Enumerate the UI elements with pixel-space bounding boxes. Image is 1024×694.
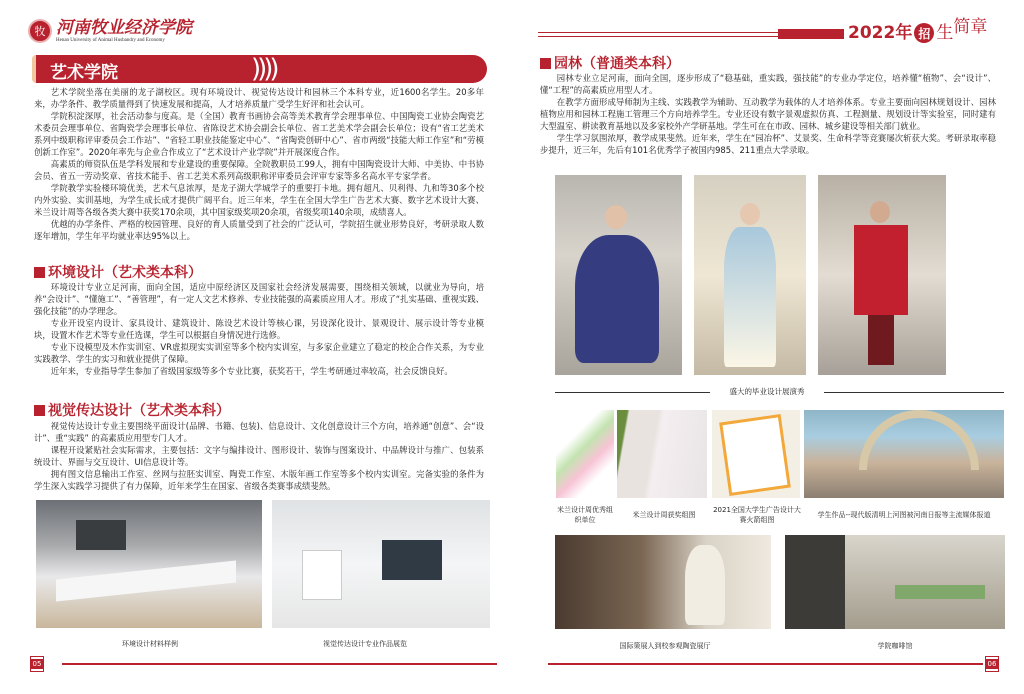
- intro-para: 学院积淀深厚，社会活动参与度高。是（全国）教育书画协会高等美术教育学会理事单位、中国陶瓷工业协会陶瓷艺术委员会理事单位、省陶瓷学会理事长单位、省陈设艺术协会副会长单位、省工艺美术学会副会长单位；设有“省工艺美术系列中级职称评审委员会工作站”、“省轻工职业技能鉴定中心”、“省陶瓷创研中心”、省市两级“技能大师工作室”和“劳模创新工作室”。2020年率先与企业合作成立了“艺术设计产业学院”并开展深度合作。: [34, 111, 484, 157]
- intro-para: 高素质的师资队伍是学科发展和专业建设的重要保障。全院教职员工99人，拥有中国陶瓷设计大师、中美协、中书协会员、省五一劳动奖章、省技术能手、省工艺美术系列高级职称评审委员会评审专家等多名高水平专家学者。: [34, 159, 484, 181]
- vis-para: 课程开设紧贴社会实际需求，主要包括：文字与编排设计、图形设计、装饰与图案设计、中品牌设计与推广、包装系统设计、界面与交互设计、UI信息设计等。: [34, 445, 484, 467]
- caption: 国际策展人到校参观陶瓷展厅: [619, 642, 711, 650]
- footer-line-left: [62, 663, 497, 665]
- page-number-left: 05: [30, 656, 44, 672]
- title-zhao-badge: 招: [914, 23, 934, 43]
- show-caption-line: [555, 392, 710, 393]
- intro-para: 学院教学实验楼环境优美，艺术气息浓厚，是龙子湖大学城学子的重要打卡地。拥有超凡、贝利得、九和等30多个校内外实验、实训基地，为学生成长成才提供广阔平台。近三年来，学生在全国大学生广告艺术大赛、数字艺术设计大赛、米兰设计周等各级各类大赛中获奖170余项，其中国家级奖项20余项，省级奖项140余项，成绩喜人。: [34, 183, 484, 217]
- env-para: 专业下设模型及木作实训室、VR虚拟现实实训室等多个校内实训室，与多家企业建立了稳定的校企合作关系，为专业实践教学、学生的实习和就业提供了保障。: [34, 342, 484, 364]
- brochure-title: [848, 18, 987, 43]
- vis-para: 拥有图文信息输出工作室、丝网与拉胚实训室、陶瓷工作室、木版年画工作室等多个校内实训室。完备实验的条件为学生深入实践学习提供了有力保障，近年来学生在国家、省级各类赛事成绩斐然。: [34, 469, 484, 491]
- award-caption: 2021全国大学生广告设计大赛火箭组图: [713, 506, 801, 524]
- chevron-decoration-icon: )))): [251, 54, 276, 84]
- award-caption: 米兰设计周优秀组织单位: [557, 506, 613, 524]
- yl-para: 在教学方面形成导师制为主线、实践教学为辅助、互动教学为载体的人才培养体系。专业主要面向园林规划设计、园林植物应用和园林工程施工管理三个方向培养学生。专业还设有数字景观虚拟仿真、工程测量、规划设计等实验室，同时建有大型温室、耕读教育基地以及多家校外产学研基地。学生可在在市政、园林、城乡建设等相关部门就业。: [540, 97, 996, 131]
- header-line: [538, 36, 806, 37]
- header-bar: [778, 29, 844, 39]
- intro-para: 艺术学院坐落在美丽的龙子湖校区。现有环境设计、视觉传达设计和园林三个本科专业，近1600名学生。20多年来，办学条件、教学质量得到了快速发展和提高，人才培养质量广受学生好评和社会认可。: [34, 87, 484, 109]
- vis-para: 视觉传达设计专业主要围绕平面设计(品牌、书籍、包装)、信息设计、文化创意设计三个方向，培养通“创意”、会“设计”、重“实践” 的高素质应用型专门人才。: [34, 421, 484, 443]
- award-photo: [556, 410, 614, 498]
- header-line: [538, 32, 806, 33]
- landscape-heading: 园林（普通类本科）: [540, 53, 680, 73]
- caption: 环境设计材料样例: [122, 640, 178, 648]
- intro-para: 优越的办学条件、严格的校园管理、良好的育人质量受到了社会的广泛认可，学院招生就业形势良好，考研录取人数逐年增加，学生年平均就业率达95%以上。: [34, 219, 484, 241]
- award-caption: 米兰设计周获奖组图: [632, 511, 696, 519]
- fashion-show-photo: [818, 175, 946, 375]
- env-para: 近年来，专业指导学生参加了省级国家级等多个专业比赛，获奖若干，学生考研通过率较高，社会反馈良好。: [50, 366, 453, 376]
- footer-line-right: [548, 663, 983, 665]
- env-design-heading: 环境设计（艺术类本科）: [34, 262, 202, 282]
- university-logo: [28, 18, 192, 43]
- landscape-text: [540, 72, 996, 156]
- seal-icon: 牧: [28, 19, 52, 43]
- award-photo: [712, 410, 800, 498]
- title-year: 2022年: [848, 23, 913, 43]
- yl-para: 学生学习氛围浓厚，教学成果斐然。近年来，学生在“园冶杯”、艾景奖、生命科学等竞赛屡次斩获大奖。考研录取率稳步提升，近三年，先后有101名优秀学子被国内985、211重点大学录取。: [540, 133, 996, 155]
- banner-title: 艺术学院: [50, 63, 118, 83]
- award-caption: 学生作品--现代版清明上河图被河南日报等主流媒体报道: [817, 511, 991, 519]
- visual-exhibition-photo: [272, 500, 490, 628]
- title-sheng: 生: [936, 23, 954, 43]
- caption: 学院咖啡馆: [877, 642, 913, 650]
- env-materials-photo: [36, 500, 262, 628]
- cafe-photo: [785, 535, 1005, 629]
- env-para: 专业开设室内设计、家具设计、建筑设计、陈设艺术设计等核心课，另设深化设计、景观设计、展示设计等专业模块，设置木作艺术等专业任选课，学生可以根据自身情况进行选修。: [34, 318, 484, 340]
- visual-design-text: [34, 420, 484, 492]
- env-design-text: [34, 281, 484, 377]
- caption: 视觉传达设计专业作品展览: [323, 640, 407, 648]
- curator-visit-photo: [555, 535, 771, 629]
- yl-para: 园林专业立足河南，面向全国，逐步形成了“稳基础，重实践，强技能”的专业办学定位，培养懂“植物”、会“设计”、懂“工程”的高素质应用型人才。: [540, 73, 996, 95]
- section-banner: [32, 55, 487, 83]
- show-caption-line: [824, 392, 1004, 393]
- show-caption: 盛大的毕业设计展演秀: [729, 387, 805, 396]
- student-artwork-photo: [804, 410, 1004, 498]
- env-para: 环境设计专业立足河南，面向全国，适应中原经济区及国家社会经济发展需要，围绕相关领域，以就业为导向，培养“会设计”、“懂施工”、“善管理”，有一定人文艺术修养、专业技能强的高素质应用人才。形成了“扎实基础、重视实践、强化技能”的办学理念。: [34, 282, 484, 316]
- visual-design-heading: 视觉传达设计（艺术类本科）: [34, 400, 230, 420]
- award-photo: [617, 410, 707, 498]
- title-jianzhang: 简章: [953, 17, 988, 37]
- page-number-right: 06: [985, 656, 999, 672]
- logo-name-en: Henan University of Animal Husbandry and Economy: [56, 38, 165, 43]
- fashion-show-photo: [694, 175, 806, 375]
- intro-text: [34, 86, 484, 242]
- fashion-show-photo: [555, 175, 682, 375]
- logo-name-cn: 河南牧业经济学院: [56, 18, 192, 38]
